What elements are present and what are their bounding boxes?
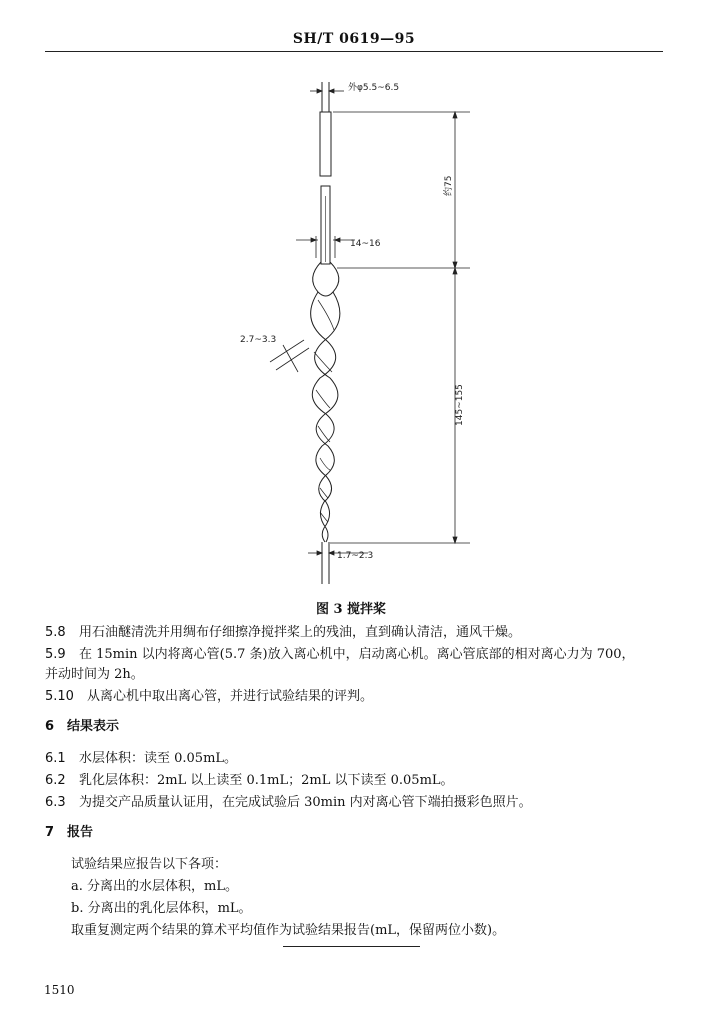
section-number: 7 [45,825,55,840]
clause-text: 乳化层体积：2mL 以上读至 0.1mL；2mL 以下读至 0.05mL。 [79,773,454,788]
page-number: 1510 [44,983,75,997]
figure-caption: 图 3 搅拌桨 [315,602,387,617]
clause-text: 水层体积：读至 0.05mL。 [79,751,238,766]
paragraph-5-10 [45,688,373,706]
lower-length-label: 145~155 [455,384,465,426]
clause-number: 6.3 [45,795,66,810]
report-item-b: b. 分离出的乳化层体积，mL。 [71,901,252,916]
upper-length-label: 约75 [444,175,454,196]
standard-number: SH/T 0619—95 [292,31,416,47]
clause-number: 6.1 [45,751,66,766]
clause-text: 在 15min 以内将离心管(5.7 条)放入离心机中，启动离心机。离心管底部的相对离心力为 700， [79,647,635,662]
paddle-bulb [313,262,339,296]
blade-right-edge [315,292,340,542]
shaft-upper-section [320,112,331,176]
clause-text: 为提交产品质量认证用，在完成试验后 30min 内对离心管下端拍摄彩色照片。 [79,795,532,810]
blade-left-edge [311,292,336,542]
tip-width-label: 1.7~2.3 [337,551,374,561]
outer-diameter-dimension [310,89,344,93]
report-final: 取重复测定两个结果的算术平均值作为试验结果报告(mL，保留两位小数)。 [71,923,506,938]
clause-text: 从离心机中取出离心管，并进行试验结果的评判。 [87,689,374,704]
bulb-width-label: 14~16 [350,239,381,249]
blade-twist-lines [314,300,334,522]
report-intro: 试验结果应报告以下各项： [71,857,228,872]
section-title: 报告 [67,825,94,840]
blade-thickness-label: 2.7~3.3 [240,335,277,345]
paragraph-5-8 [45,624,521,642]
clause-number: 5.9 [45,647,66,662]
report-item-a: a. 分离出的水层体积，mL。 [71,879,238,894]
paragraph-5-9 [45,646,635,664]
section-title: 结果表示 [67,719,120,734]
clause-number: 5.8 [45,625,66,640]
paragraph-6-3 [45,794,532,812]
clause-text: 用石油醚清洗并用绸布仔细擦净搅拌桨上的残油，直到确认清洁，通风干燥。 [79,625,522,640]
lower-length-dimension [330,268,470,543]
clause-number: 6.2 [45,773,66,788]
section-number: 6 [45,719,55,734]
section-6-heading [45,718,119,736]
paragraph-6-1 [45,750,237,768]
clause-number: 5.10 [45,689,74,704]
paragraph-5-9-continued: 并动时间为 2h。 [45,667,144,682]
section-7-heading [45,824,93,842]
paragraph-6-2 [45,772,454,790]
outer-diameter-label: 外φ5.5~6.5 [348,83,400,93]
end-rule [283,946,420,947]
